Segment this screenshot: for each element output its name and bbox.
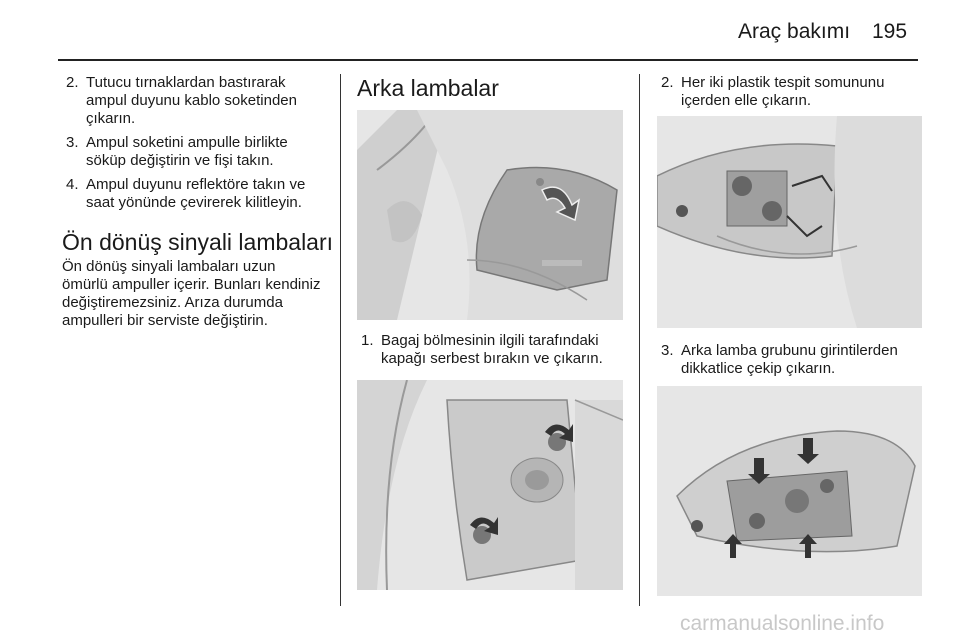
step-text: Ampul soketini ampulle birlikte söküp değiştirin ve fişi takın.: [86, 134, 288, 169]
figure-lamp-nuts-inside: [657, 116, 922, 328]
step-text: Ampul duyunu reflektöre takın ve saat yönünde çevirerek kilitleyin.: [86, 176, 306, 211]
column-divider: [639, 74, 640, 606]
column-divider: [340, 74, 341, 606]
list-item: [62, 176, 324, 212]
step-number: 3.: [66, 134, 79, 151]
list-item: [62, 134, 324, 170]
figure-lamp-removal: [657, 386, 922, 596]
column-left: [62, 74, 334, 330]
step-text: Tutucu tırnaklardan bastırarak ampul duyunu kablo soketinden çıkarın.: [86, 74, 297, 127]
section-paragraph: Ön dönüş sinyali lambaları uzun ömürlü ampuller içerir. Bunları kendiniz değiştiremezsiniz. Arıza durumda ampulleri bir serviste değiştirin.: [62, 258, 321, 329]
steps-list: [657, 342, 922, 378]
figure-fixing-nuts: [357, 380, 623, 590]
step-number: 1.: [361, 332, 374, 349]
header-divider: [58, 59, 918, 61]
footer-watermark: carmanualsonline.info: [680, 612, 885, 635]
page-number: 195: [872, 20, 908, 43]
step-text: Arka lamba grubunu girintilerden dikkatlice çekip çıkarın.: [681, 342, 898, 377]
list-item: [62, 74, 324, 128]
step-number: 2.: [66, 74, 79, 91]
column-right: [657, 74, 922, 596]
step-number: 2.: [661, 74, 674, 91]
section-heading-front-turn-signal: Ön dönüş sinyali lambaları: [62, 229, 334, 255]
step-text: Her iki plastik tespit somununu içerden elle çıkarın.: [681, 74, 885, 109]
section-heading-rear-lamps: Arka lambalar: [357, 75, 499, 101]
list-item: [657, 74, 922, 110]
steps-list: [357, 332, 623, 368]
list-item: [657, 342, 922, 378]
step-number: 4.: [66, 176, 79, 193]
page-header: [0, 0, 960, 60]
column-middle: [357, 74, 623, 590]
figure-trunk-cover: [357, 110, 623, 320]
page-title: Araç bakımı: [738, 20, 851, 43]
step-text: Bagaj bölmesinin ilgili tarafındaki kapağı serbest bırakın ve çıkarın.: [381, 332, 603, 367]
steps-list: [62, 74, 324, 212]
list-item: [357, 332, 623, 368]
step-number: 3.: [661, 342, 674, 359]
steps-list: [657, 74, 922, 110]
